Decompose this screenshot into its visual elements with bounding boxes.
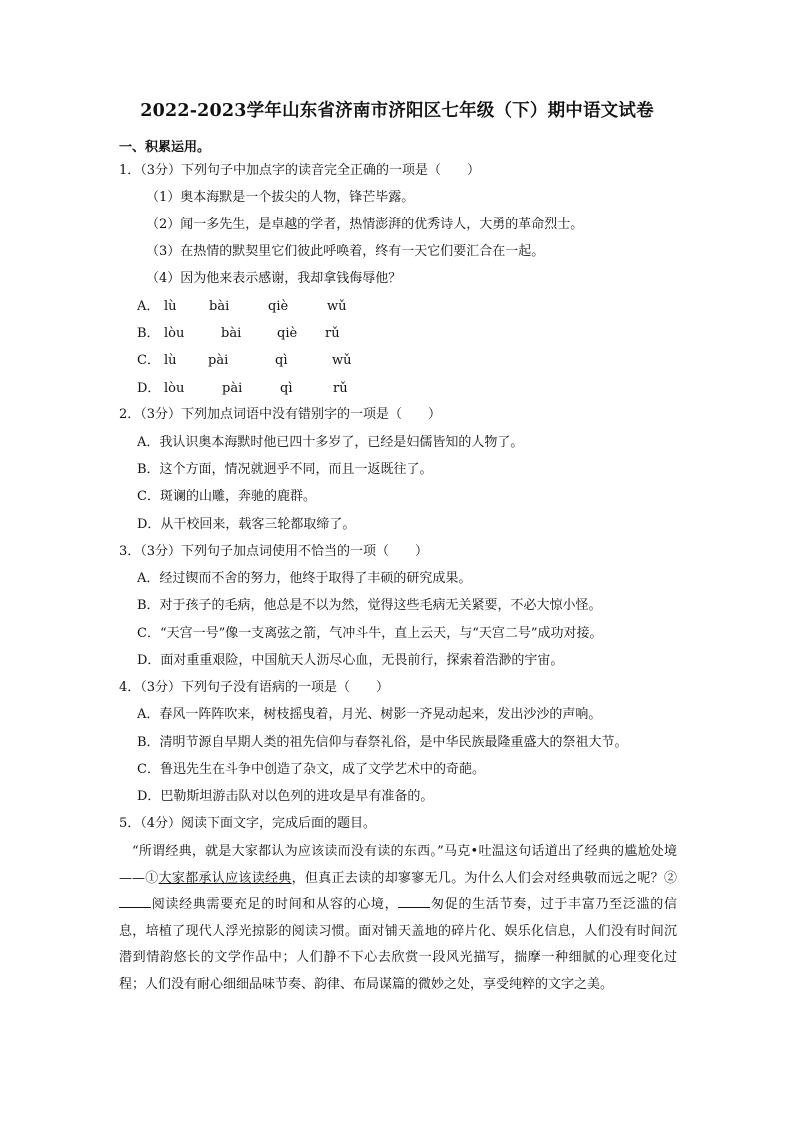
- passage-text: 阅读经典需要充足的时间和从容的心境，: [151, 897, 399, 912]
- question-1-item-2: （2）闻一多先生，是卓越的学者，热情澎湃的优秀诗人，大勇的革命烈士。: [146, 217, 584, 232]
- question-2-option-a: A．我认识奥本海默时他已四十多岁了，已经是妇儒皆知的人物了。: [137, 435, 524, 450]
- passage-text: 匆促的生活节奏，过于丰富乃至泛滥的信息，培植了现代人浮光掠影的阅读习惯。面对铺天盖地的碎片化、娱乐化信息，人们没有时间沉潜到情韵悠长的文学作品中；人们静不下心去欣赏一段风光描写，揣摩一种细腻的心理变化过程；人们没有耐心细细品味节奏、韵律、布局谋篇的微妙之处，享受纯粹的文字之美。: [119, 897, 677, 992]
- fill-blank[interactable]: [119, 895, 151, 908]
- option-label: D．: [137, 381, 161, 396]
- pinyin: wǔ: [332, 353, 352, 368]
- question-3-stem: 3．（3分）下列句子加点词使用不恰当的一项（ ）: [119, 544, 429, 559]
- section-heading: 一、积累运用。: [119, 140, 211, 155]
- question-2-option-d: D．从干校回来，载客三轮都取缔了。: [137, 517, 356, 532]
- pinyin: qì: [280, 381, 293, 396]
- question-4-stem: 4．（3分）下列句子没有语病的一项是（ ）: [119, 680, 390, 695]
- question-4-option-d: D．巴勒斯坦游击队对以色列的进攻是早有准备的。: [137, 789, 434, 804]
- question-3-option-c: C．“天宫一号”像一支离弦之箭，气冲斗牛，直上云天，与“天宫二号”成功对接。: [137, 626, 603, 641]
- option-label: A．: [137, 299, 160, 314]
- question-1-option-b: [137, 325, 340, 343]
- question-1-stem: 1．（3分）下列句子中加点字的读音完全正确的一项是（ ）: [119, 163, 481, 178]
- option-label: B．: [137, 326, 160, 341]
- pinyin: bài: [209, 299, 230, 314]
- question-1-option-d: [137, 380, 348, 398]
- question-5-stem: 5．（4分）阅读下面文字，完成后面的题目。: [119, 816, 377, 831]
- passage-text: “所谓经典，就是大家都认为应该读而没有读的东西。”马克•吐温这句话道出了经典的尴尬处境——: [119, 844, 677, 886]
- pinyin: lòu: [164, 326, 185, 341]
- question-4-option-c: C．鲁迅先生在斗争中创造了杂文，成了文学艺术中的奇葩。: [137, 762, 485, 777]
- pinyin: qiè: [268, 299, 289, 314]
- pinyin: rǔ: [325, 326, 340, 341]
- question-4-option-a: A．春风一阵阵吹来，树枝摇曳着，月光、树影一齐晃动起来，发出沙沙的声响。: [137, 707, 602, 722]
- pinyin: pài: [208, 353, 229, 368]
- question-3-option-b: B．对于孩子的毛病，他总是不以为然，觉得这些毛病无关紧要，不必大惊小怪。: [137, 598, 602, 613]
- pinyin: rǔ: [333, 381, 348, 396]
- pinyin: bài: [221, 326, 242, 341]
- fill-blank[interactable]: [398, 895, 430, 908]
- question-2-stem: 2．（3分）下列加点词语中没有错别字的一项是（ ）: [119, 407, 442, 422]
- question-1-item-4: （4）因为他来表示感谢，我却拿钱侮辱他？: [146, 271, 402, 286]
- question-4-option-b: B．清明节源自早期人类的祖先信仰与春祭礼俗，是中华民族最隆重盛大的祭祖大节。: [137, 735, 628, 750]
- pinyin: lù: [164, 299, 177, 314]
- underlined-phrase: 大家都承认应该读经典: [158, 870, 292, 886]
- question-1-item-3: （3）在热情的默契里它们彼此呼唤着，终有一天它们要汇合在一起。: [146, 244, 545, 259]
- question-2-option-c: C．斑谰的山雕，奔驰的鹿群。: [137, 489, 316, 504]
- pinyin: wǔ: [327, 299, 347, 314]
- pinyin: lù: [164, 353, 177, 368]
- question-3-option-d: D．面对重重艰险，中国航天人沥尽心血，无畏前行，探索着浩渺的宇宙。: [137, 653, 564, 668]
- question-2-option-b: B．这个方面，情况就迥乎不同，而且一返既往了。: [137, 462, 433, 477]
- reading-passage: [119, 839, 677, 998]
- option-label: C．: [137, 353, 160, 368]
- pinyin: lòu: [164, 381, 185, 396]
- question-1-item-1: （1）奥本海默是一个拔尖的人物，锋芒毕露。: [146, 190, 415, 205]
- question-1-option-a: [137, 298, 347, 316]
- pinyin: qì: [275, 353, 288, 368]
- question-3-option-a: A．经过锲而不舍的努力，他终于取得了丰硕的研究成果。: [137, 571, 472, 586]
- pinyin: qiè: [277, 326, 298, 341]
- passage-text: ，但真正去读的却寥寥无几。为什么人们会对经典敬而远之呢？②: [291, 870, 677, 886]
- pinyin: pài: [222, 381, 243, 396]
- page-title: 2022-2023学年山东省济南市济阳区七年级（下）期中语文试卷: [140, 101, 654, 121]
- passage-mark: ①: [145, 870, 159, 886]
- question-1-option-c: [137, 352, 352, 370]
